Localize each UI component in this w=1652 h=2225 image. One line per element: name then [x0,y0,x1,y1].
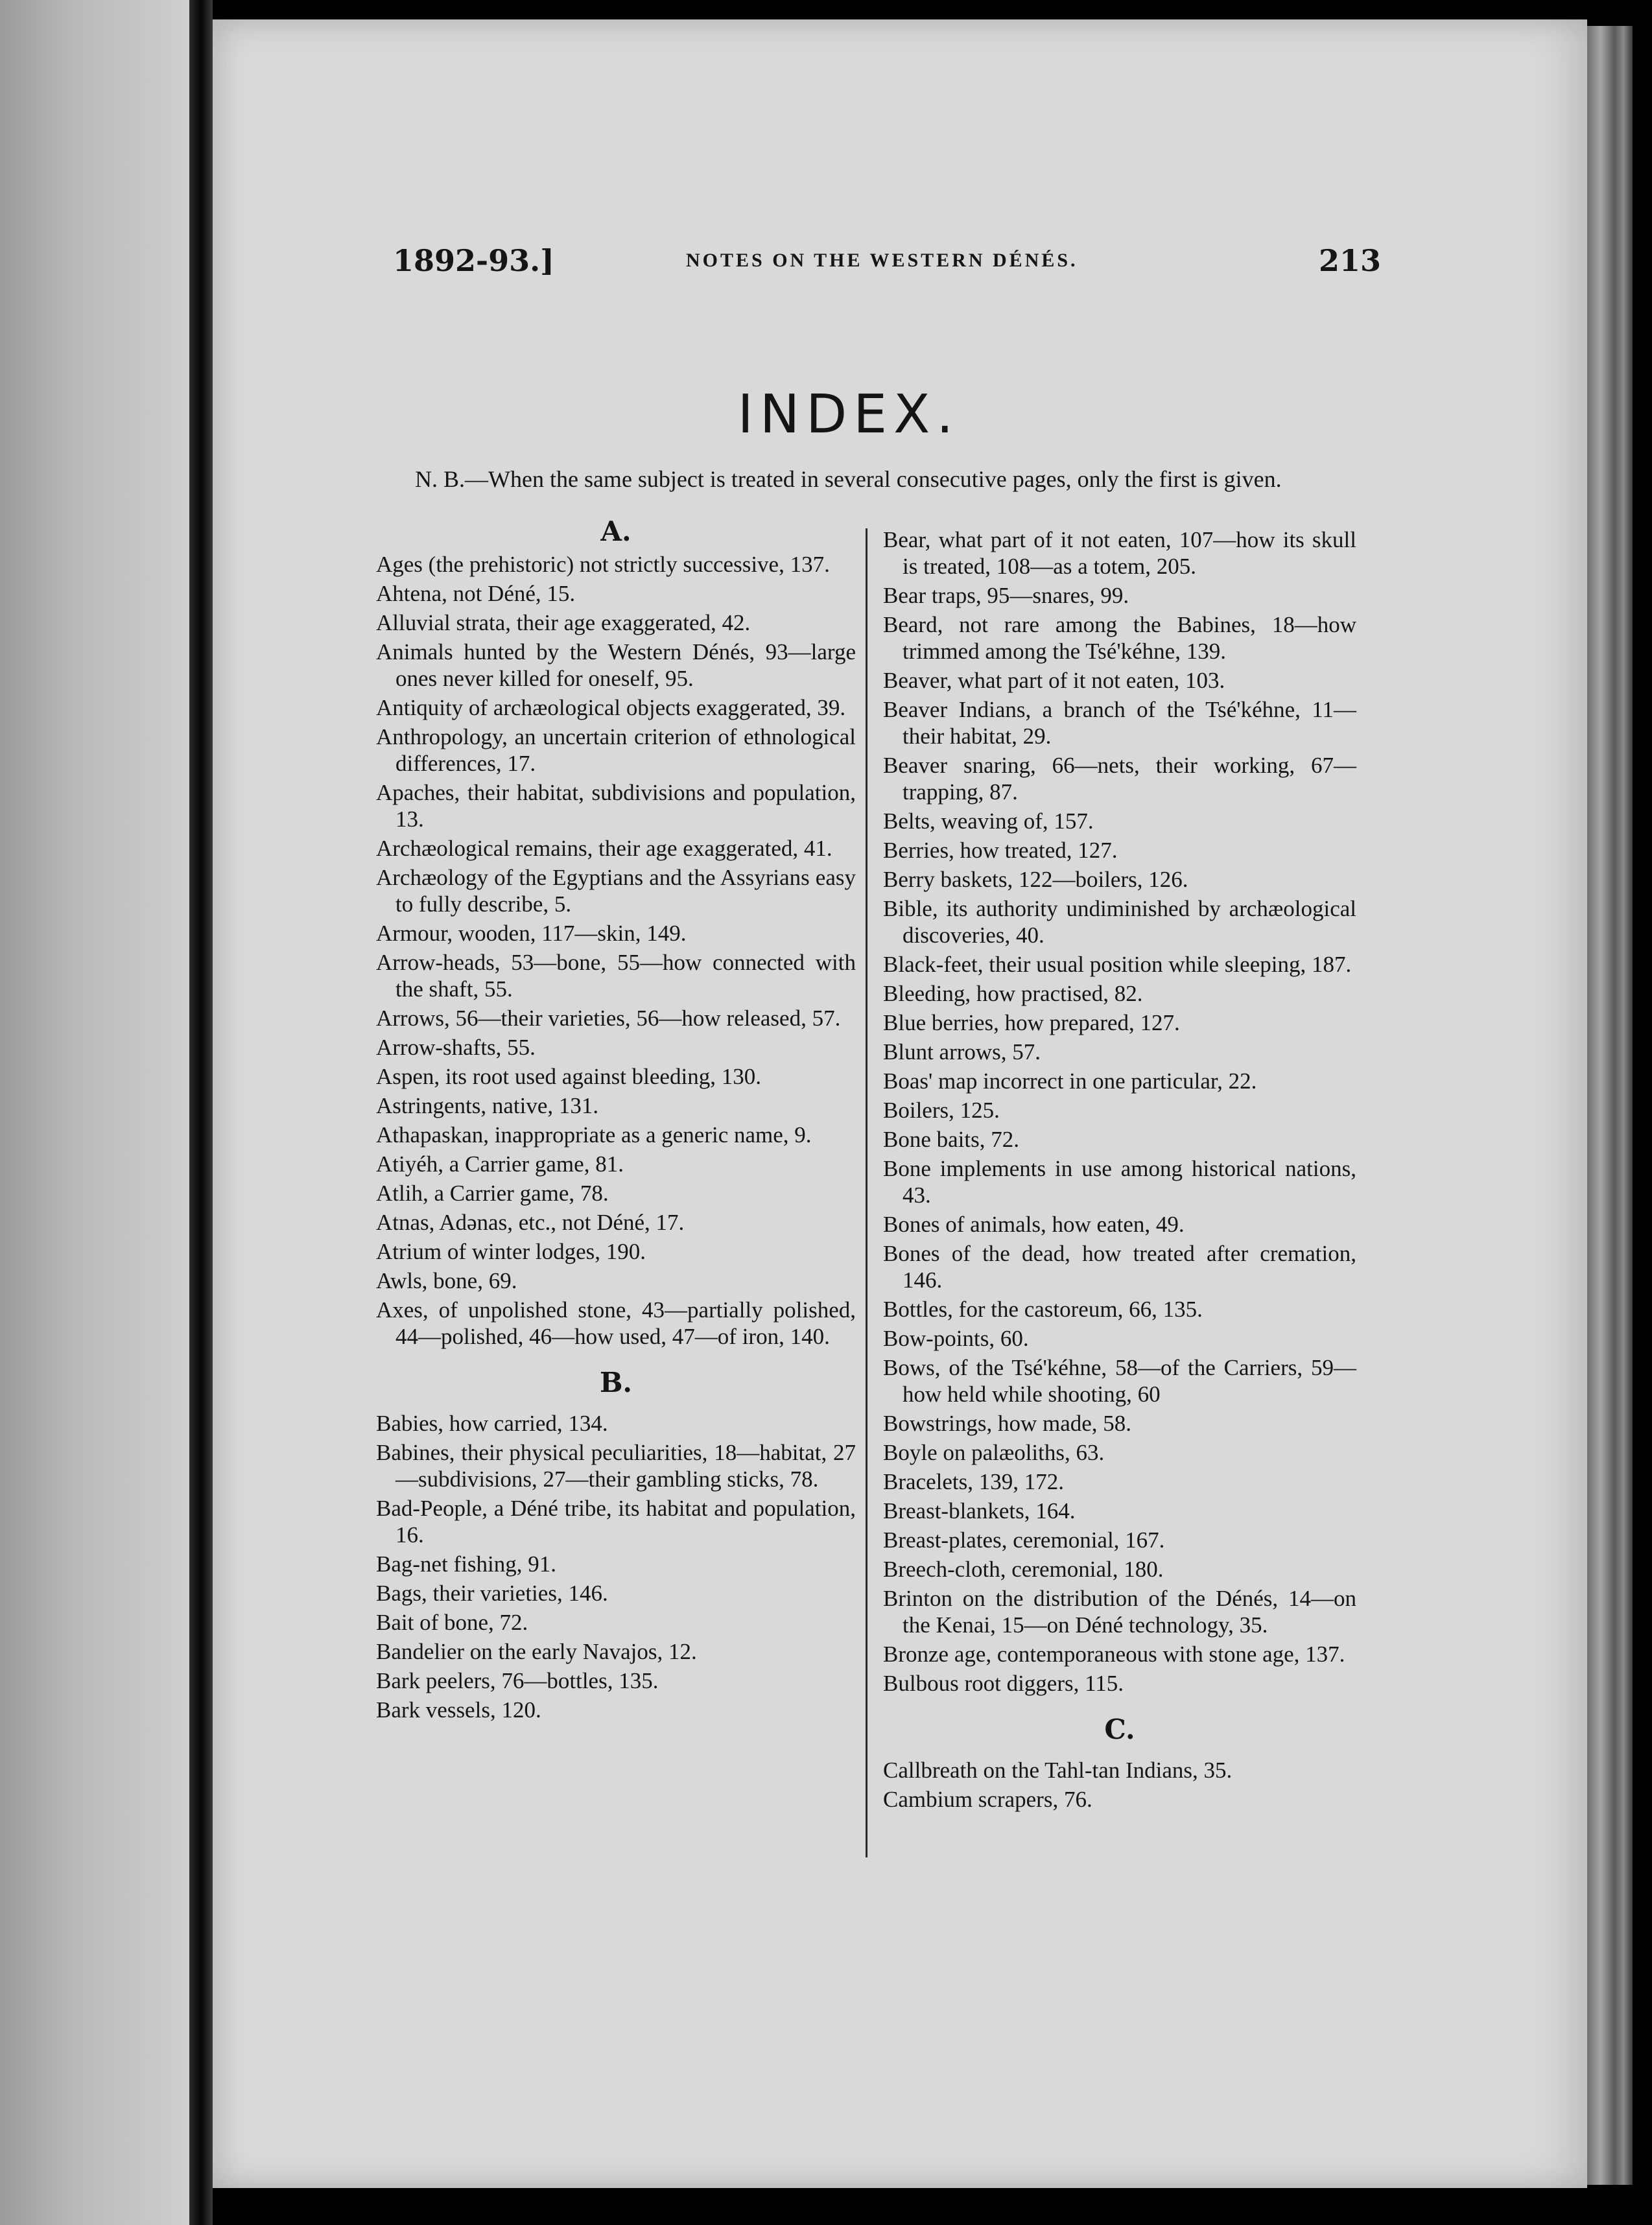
index-entry: Bone baits, 72. [883,1127,1019,1152]
index-entry: Axes, of unpolished stone, 43—partially polished, 44—polished, 46—how used, 47—of iron, 140. [376,1297,856,1349]
index-entry: Boas' map incorrect in one particular, 22. [883,1068,1257,1094]
index-entry: Atnas, Adənas, etc., not Déné, 17. [376,1210,685,1235]
index-entry: Arrow-heads, 53—bone, 55—how connected with the shaft, 55. [376,950,856,1002]
index-entry: Bait of bone, 72. [376,1610,528,1635]
index-entry: Bag-net fishing, 91. [376,1551,557,1577]
index-entry: Boilers, 125. [883,1098,1000,1123]
section-letter-c: C. [1104,1713,1135,1745]
index-entry: Bad-People, a Déné tribe, its habitat and population, 16. [376,1496,856,1548]
book-gutter [189,0,213,2225]
index-entry: Alluvial strata, their age exaggerated, 42. [376,610,751,635]
index-entry: Beaver snaring, 66—nets, their working, 67—trapping, 87. [883,753,1356,805]
index-entry: Boyle on palæoliths, 63. [883,1440,1105,1465]
index-entry: Blunt arrows, 57. [883,1039,1041,1065]
entries-b-right [883,526,1356,1697]
index-entry: Armour, wooden, 117—skin, 149. [376,921,687,946]
index-column-right [883,526,1356,1815]
index-entry: Beaver, what part of it not eaten, 103. [883,668,1225,693]
index-entry: Breast-blankets, 164. [883,1498,1076,1524]
index-entry: Bulbous root diggers, 115. [883,1671,1124,1696]
entries-c [883,1757,1356,1813]
index-entry: Bow-points, 60. [883,1326,1029,1351]
index-entry: Bear traps, 95—snares, 99. [883,583,1129,608]
index-entry: Bear, what part of it not eaten, 107—how its skull is treated, 108—as a totem, 205. [883,527,1356,579]
index-entry: Awls, bone, 69. [376,1268,517,1293]
index-entry: Apaches, their habitat, subdivisions and population, 13. [376,780,856,832]
index-note: N. B.—When the same subject is treated in several consecutive pages, only the first is given. [415,466,1282,492]
index-entry: Bark vessels, 120. [376,1697,541,1723]
index-entry: Aspen, its root used against bleeding, 130. [376,1064,761,1089]
index-entry: Bones of the dead, how treated after cremation, 146. [883,1241,1356,1293]
index-entry: Bottles, for the castoreum, 66, 135. [883,1297,1203,1322]
index-entry: Cambium scrapers, 76. [883,1787,1092,1812]
entries-b-left [376,1410,856,1723]
column-divider [866,528,867,1857]
index-entry: Beaver Indians, a branch of the Tsé'kéhne, 11—their habitat, 29. [883,697,1356,749]
index-entry: Breast-plates, ceremonial, 167. [883,1527,1165,1553]
index-entry: Bible, its authority undiminished by archæological discoveries, 40. [883,896,1356,948]
index-entry: Bone implements in use among historical nations, 43. [883,1156,1356,1208]
running-head-year: 1892-93.] [393,243,554,278]
index-column-left [376,515,856,1726]
index-entry: Bandelier on the early Navajos, 12. [376,1639,697,1664]
index-entry: Black-feet, their usual position while sleeping, 187. [883,952,1352,977]
index-entry: Astringents, native, 131. [376,1093,599,1118]
entries-a [376,551,856,1350]
index-entry: Ahtena, not Déné, 15. [376,581,576,606]
index-entry: Blue berries, how prepared, 127. [883,1010,1180,1035]
index-entry: Bows, of the Tsé'kéhne, 58—of the Carriers, 59—how held while shooting, 60 [883,1355,1356,1407]
index-entry: Bowstrings, how made, 58. [883,1411,1132,1436]
index-entry: Bones of animals, how eaten, 49. [883,1212,1185,1237]
index-entry: Berry baskets, 122—boilers, 126. [883,867,1188,892]
index-entry: Belts, weaving of, 157. [883,808,1094,834]
index-entry: Atiyéh, a Carrier game, 81. [376,1151,624,1177]
index-entry: Callbreath on the Tahl-tan Indians, 35. [883,1758,1233,1783]
index-entry: Bags, their varieties, 146. [376,1581,608,1606]
index-heading: INDEX. [737,384,960,445]
section-letter-b: B. [599,1367,633,1398]
index-entry: Arrow-shafts, 55. [376,1035,536,1060]
index-entry: Berries, how treated, 127. [883,838,1118,863]
index-entry: Bleeding, how practised, 82. [883,981,1143,1006]
index-entry: Beard, not rare among the Babines, 18—how trimmed among the Tsé'kéhne, 139. [883,612,1356,664]
index-entry: Ages (the prehistoric) not strictly successive, 137. [376,552,830,577]
index-entry: Anthropology, an uncertain criterion of ethnological differences, 17. [376,724,856,776]
index-entry: Babines, their physical peculiarities, 18—habitat, 27—subdivisions, 27—their gambling sticks, 78. [376,1440,856,1492]
index-entry: Brinton on the distribution of the Dénés, 14—on the Kenai, 15—on Déné technology, 35. [883,1586,1356,1638]
index-entry: Bark peelers, 76—bottles, 135. [376,1668,659,1693]
index-entry: Archæological remains, their age exaggerated, 41. [376,836,832,861]
page-number: 213 [1319,243,1382,278]
index-entry: Atlih, a Carrier game, 78. [376,1181,609,1206]
index-entry: Antiquity of archæological objects exaggerated, 39. [376,695,846,720]
facing-page-edge [0,0,189,2225]
index-entry: Breech-cloth, ceremonial, 180. [883,1557,1164,1582]
index-entry: Atrium of winter lodges, 190. [376,1239,646,1264]
index-entry: Animals hunted by the Western Dénés, 93—large ones never killed for oneself, 95. [376,639,856,691]
page-stack-edge [1587,26,1633,2185]
index-entry: Athapaskan, inappropriate as a generic name, 9. [376,1122,812,1148]
index-entry: Bronze age, contemporaneous with stone age, 137. [883,1642,1345,1667]
index-entry: Bracelets, 139, 172. [883,1469,1064,1494]
index-entry: Archæology of the Egyptians and the Assyrians easy to fully describe, 5. [376,865,856,917]
index-entry: Babies, how carried, 134. [376,1411,608,1436]
index-entry: Arrows, 56—their varieties, 56—how released, 57. [376,1006,841,1031]
running-head-title: NOTES ON THE WESTERN DÉNÉS. [686,250,1078,271]
section-letter-a: A. [600,515,631,547]
